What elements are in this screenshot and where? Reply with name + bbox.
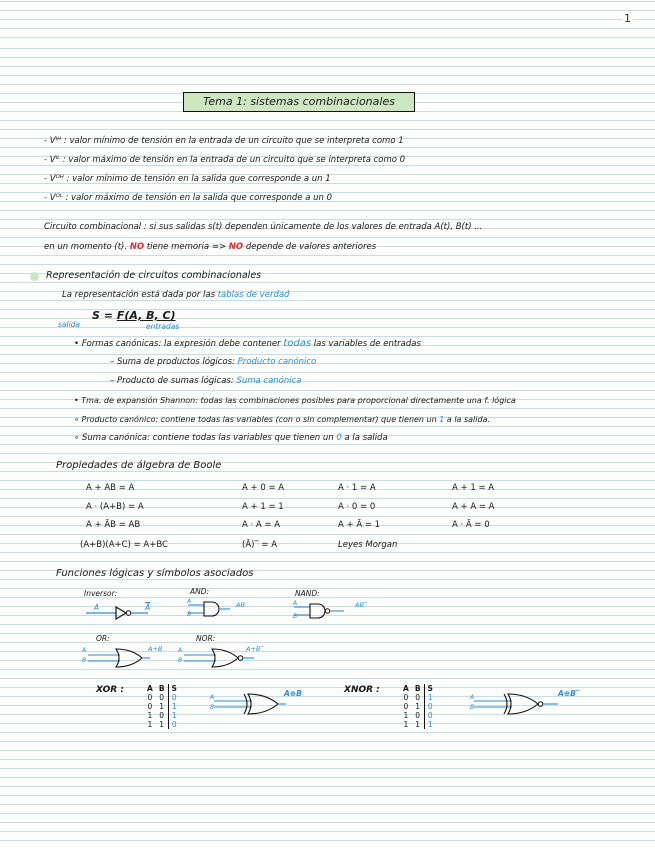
xor-header-b: B (158, 684, 165, 693)
canonical-sum-end: a la salida (344, 433, 388, 443)
table-cell: 0 (424, 702, 436, 711)
or-input-b: B (82, 657, 87, 664)
xor-output: A⊕B (284, 689, 302, 698)
canonical-sum-value: 0 (336, 433, 342, 443)
shannon-theorem: • Tma. de expansión Shannon: todas las combinaciones posibles para proporcional directamente una f. lógica (74, 396, 516, 405)
circuit-definition-line2 (44, 242, 376, 253)
xnor-output: A⊕B‾ (558, 689, 580, 698)
canonical-sum (74, 433, 388, 444)
circuit-definition-line1: Circuito combinacional : si sus salidas s(t) dependen únicamente de los valores de entrada A(t), B(t) ... (44, 222, 483, 232)
label-entradas: entradas (146, 322, 180, 331)
table-row (400, 693, 436, 702)
canonical-forms (74, 338, 421, 350)
or-gate-icon (82, 645, 152, 671)
nor-input-b: B (178, 657, 183, 664)
table-cell: 1 (147, 720, 153, 729)
table-cell: 0 (403, 693, 409, 702)
xor-header-a: A (147, 684, 153, 693)
boole-r1-c0: A · (A+B) = A (86, 502, 144, 512)
boole-r3-c0: (A+B)(A+C) = A+BC (80, 540, 168, 550)
def-vil: - Vᴵᴸ : valor máximo de tensión en la entrada de un circuito que se interpreta como 0 (44, 155, 406, 165)
and-label: AND: (190, 587, 210, 596)
boole-r2-c2: A + Ā = 1 (338, 520, 381, 530)
table-cell: 0 (159, 693, 165, 702)
table-row (144, 702, 180, 711)
canonical-sum-start: ∘ Suma canónica: contiene todas las variables que tienen un (74, 433, 334, 443)
table-cell: 1 (147, 711, 153, 720)
table-cell: 1 (424, 693, 436, 702)
boole-r1-c3: A + A = A (452, 502, 495, 512)
gates-heading: Funciones lógicas y símbolos asociados (56, 568, 254, 579)
and-input-a: A (187, 598, 192, 605)
canonical-product (74, 414, 490, 425)
table-cell: 0 (147, 702, 153, 711)
and-input-b: B (187, 611, 192, 618)
nor-input-a: A (178, 647, 183, 654)
table-cell: 1 (403, 711, 409, 720)
representation-line (62, 290, 289, 301)
boole-r3-c1: (Ā)‾ = A (242, 540, 278, 550)
and-output: AB (236, 601, 245, 609)
xnor-label: XNOR : (344, 685, 380, 695)
product-of-sums-value: Suma canónica (236, 376, 302, 386)
xnor-header-b: B (414, 684, 421, 693)
page-title: Tema 1: sistemas combinacionales (183, 92, 415, 112)
label-salida: salida (58, 320, 81, 329)
representation-line-text: La representación está dada por las (62, 290, 216, 300)
xnor-header-a: A (403, 684, 409, 693)
xor-truth-table (144, 684, 180, 729)
boole-r1-c1: A + 1 = 1 (242, 502, 284, 512)
boole-r2-c3: A · Ā = 0 (452, 520, 490, 530)
bullet-dot-icon (30, 272, 39, 281)
no-highlight-2: NO (228, 242, 244, 252)
xnor-truth-table (400, 684, 436, 729)
circuit-line2-end: depende de valores anteriores (245, 242, 377, 252)
xor-input-a: A (210, 694, 215, 701)
table-row (400, 711, 436, 720)
nor-label: NOR: (196, 634, 216, 643)
truth-tables-link: tablas de verdad (217, 290, 290, 300)
or-output: A+B (148, 645, 163, 653)
sum-of-products (110, 357, 316, 368)
nand-output: AB‾ (355, 601, 368, 609)
table-cell: 1 (168, 711, 180, 720)
or-label: OR: (96, 634, 110, 643)
xnor-header-s: S (424, 684, 436, 693)
boole-r3-c2: Leyes Morgan (338, 540, 398, 550)
table-row (400, 720, 436, 729)
inversor-output: $\overline{Ā}$ (145, 603, 151, 612)
table-cell: 1 (424, 720, 436, 729)
table-cell: 1 (415, 720, 421, 729)
or-input-a: A (82, 647, 87, 654)
page-number: 1 (624, 12, 631, 25)
canonical-forms-start: • Formas canónicas: la expresión debe contener (74, 339, 281, 349)
inversor-label: Inversor: (84, 589, 118, 598)
table-cell: 0 (415, 711, 421, 720)
canonical-product-value: 1 (439, 415, 445, 424)
nand-label: NAND: (295, 589, 320, 598)
table-cell: 1 (159, 720, 165, 729)
boole-r0-c3: A + 1 = A (452, 483, 495, 493)
circuit-line2-mid: tiene memoria => (146, 242, 227, 252)
boole-r0-c2: A · 1 = A (338, 483, 376, 493)
xor-input-b: B (210, 704, 215, 711)
product-of-sums-label: – Producto de sumas lógicas: (110, 376, 234, 386)
boole-r0-c0: A + AB = A (86, 483, 135, 493)
table-row (144, 693, 180, 702)
formula-f: F(A, B, C) (116, 309, 176, 322)
table-cell: 0 (403, 702, 409, 711)
table-cell: 0 (424, 711, 436, 720)
xnor-input-a: A (470, 694, 475, 701)
table-cell: 1 (159, 702, 165, 711)
xor-label: XOR : (96, 685, 124, 695)
table-cell: 1 (168, 702, 180, 711)
table-row (144, 720, 180, 729)
table-cell: 1 (403, 720, 409, 729)
xnor-input-b: B (470, 704, 475, 711)
boole-r1-c2: A · 0 = 0 (338, 502, 376, 512)
boole-r2-c1: A · A = A (242, 520, 281, 530)
canonical-product-start: ∘ Producto canónico: contiene todas las variables (con o sin complementar) que tienen un (74, 415, 437, 424)
xnor-gate-icon (468, 690, 562, 718)
table-row (144, 711, 180, 720)
nand-input-a: A (293, 600, 298, 607)
xor-gate-icon (208, 690, 288, 718)
table-cell: 0 (168, 693, 180, 702)
boole-r2-c0: A + ĀB = AB (86, 520, 141, 530)
circuit-line2-start: en un momento (t). (44, 242, 128, 252)
nand-input-b: B (293, 613, 298, 620)
def-vol: - Vᴼᴸ : valor máximo de tensión en la salida que corresponde a un 0 (44, 193, 333, 203)
and-gate-icon (186, 598, 236, 620)
nor-output: A+B‾ (246, 645, 264, 653)
def-vih: - Vᴵᴴ : valor mínimo de tensión en la entrada de un circuito que se interpreta como 1 (44, 136, 404, 146)
representation-heading: Representación de circuitos combinacionales (46, 270, 262, 281)
table-cell: 0 (147, 693, 153, 702)
table-cell: 0 (168, 720, 180, 729)
def-voh: - Vᴼᴴ : valor mínimo de tensión en la salida que corresponde a un 1 (44, 174, 331, 184)
sum-of-products-label: – Suma de productos lógicos: (110, 357, 235, 367)
table-row (400, 702, 436, 711)
nand-gate-icon (292, 600, 352, 622)
todas-highlight: todas (283, 338, 312, 349)
table-cell: 0 (159, 711, 165, 720)
table-cell: 1 (415, 702, 421, 711)
canonical-forms-end: las variables de entradas (313, 339, 421, 349)
formula-s: S = (92, 309, 113, 322)
table-cell: 0 (415, 693, 421, 702)
formula (92, 309, 176, 322)
inversor-input: A (94, 603, 100, 612)
boole-heading: Propiedades de álgebra de Boole (56, 460, 222, 471)
boole-r0-c1: A + 0 = A (242, 483, 285, 493)
xor-header-s: S (168, 684, 180, 693)
no-highlight-1: NO (129, 242, 145, 252)
canonical-product-end: a la salida. (446, 415, 491, 424)
product-of-sums (110, 376, 302, 387)
sum-of-products-value: Producto canónico (237, 357, 317, 367)
